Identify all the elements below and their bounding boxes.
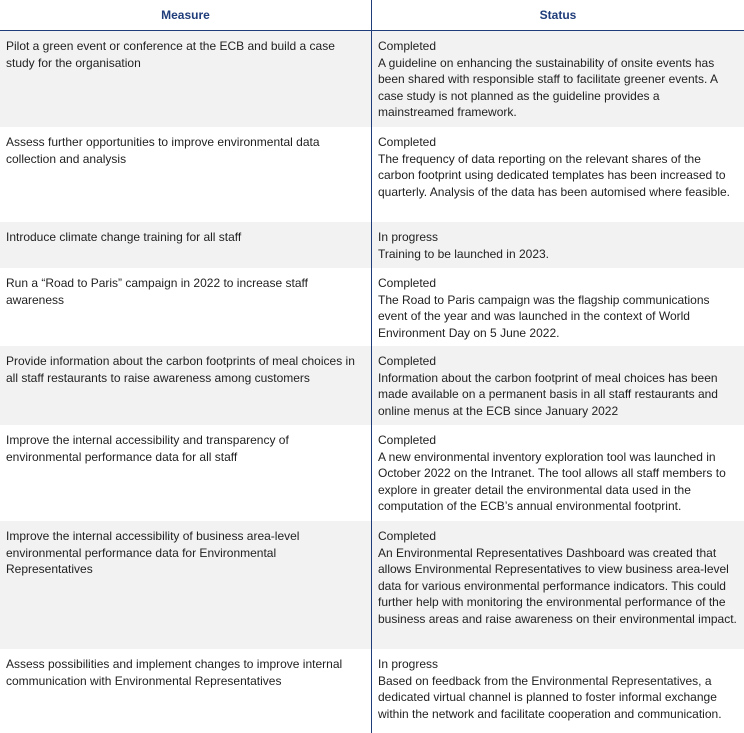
table-row xyxy=(0,127,744,222)
status-detail: A new environmental inventory exploration tool was launched in October 2022 on the Intranet. The tool allows all staff members to explore in greater detail the environmental data used in the computation of the ECB’s annual environmental footprint. xyxy=(378,449,726,514)
status-cell xyxy=(371,649,744,733)
status-label: Completed xyxy=(378,135,437,149)
measure-cell: Improve the internal accessibility of business area-level environmental performance data for Environmental Representatives xyxy=(6,529,300,577)
table-row xyxy=(0,31,744,127)
status-label: In progress xyxy=(378,230,439,244)
table-header xyxy=(0,0,744,31)
status-detail: The Road to Paris campaign was the flagship communications event of the year and was launched in the context of World Environment Day on 5 June 2022. xyxy=(378,292,710,340)
header-measure: Measure xyxy=(0,0,372,30)
status-cell xyxy=(371,425,744,521)
measure-cell: Run a “Road to Paris” campaign in 2022 to increase staff awareness xyxy=(6,276,308,307)
measure-cell: Introduce climate change training for all staff xyxy=(6,230,242,244)
table-row xyxy=(0,521,744,649)
status-detail: Information about the carbon footprint of meal choices has been made available on a permanent basis in all staff restaurants and online menus at the ECB since January 2022 xyxy=(378,370,718,418)
status-detail: An Environmental Representatives Dashboard was created that allows Environmental Representatives to view business area-level data for various environmental performance indicators. This could further help with monitoring the environmental performance of the business areas and raise awareness on their environmental impact. xyxy=(378,545,737,626)
table-row xyxy=(0,346,744,425)
status-label: In progress xyxy=(378,657,439,671)
status-label: Completed xyxy=(378,276,437,290)
status-detail: A guideline on enhancing the sustainability of onsite events has been shared with responsible staff to facilitate greener events. A case study is not planned as the guideline provides a mainstreamed framework. xyxy=(378,55,718,120)
measure-cell: Assess possibilities and implement changes to improve internal communication with Environmental Representatives xyxy=(6,657,343,688)
status-cell xyxy=(371,127,744,222)
measure-cell: Pilot a green event or conference at the ECB and build a case study for the organisation xyxy=(6,39,335,70)
status-label: Completed xyxy=(378,39,437,53)
status-label: Completed xyxy=(378,354,437,368)
header-status: Status xyxy=(539,8,577,22)
status-cell xyxy=(371,31,744,127)
measure-cell: Improve the internal accessibility and transparency of environmental performance data for all staff xyxy=(6,433,289,464)
table-row xyxy=(0,649,744,733)
status-cell xyxy=(371,268,744,346)
table-row xyxy=(0,268,744,346)
measure-cell: Provide information about the carbon footprints of meal choices in all staff restaurants to raise awareness among customers xyxy=(6,354,355,385)
status-label: Completed xyxy=(378,529,437,543)
status-detail: Training to be launched in 2023. xyxy=(378,246,550,261)
status-cell xyxy=(371,346,744,425)
status-detail: The frequency of data reporting on the relevant shares of the carbon footprint using dedicated templates has been increased to quarterly. Analysis of the data has been automised where feasible. xyxy=(378,151,730,199)
status-detail: Based on feedback from the Environmental Representatives, a dedicated virtual channel is planned to foster informal exchange within the network and facilitate cooperation and communication. xyxy=(378,673,722,721)
status-label: Completed xyxy=(378,433,437,447)
table-row xyxy=(0,425,744,521)
status-cell xyxy=(371,222,744,268)
table-row xyxy=(0,222,744,268)
measure-cell: Assess further opportunities to improve environmental data collection and analysis xyxy=(6,135,320,166)
status-cell xyxy=(371,521,744,649)
